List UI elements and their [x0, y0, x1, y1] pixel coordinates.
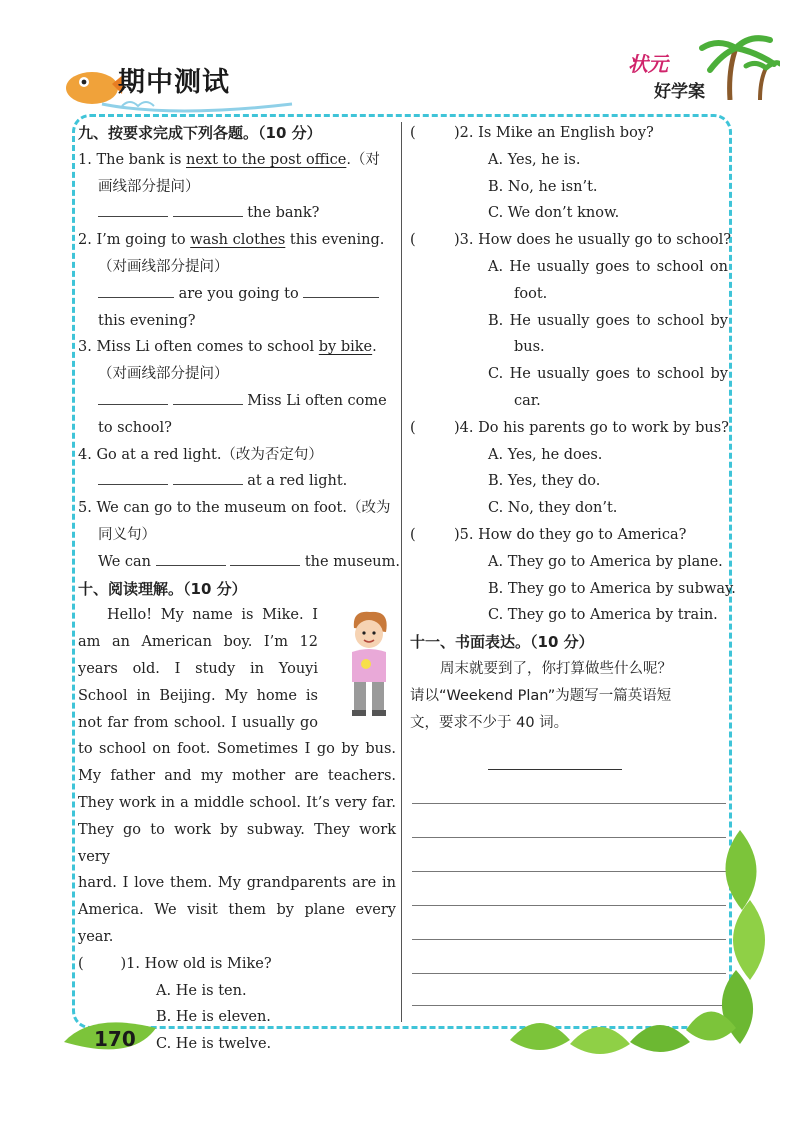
- question-1: 1. The bank is next to the post office.（对: [78, 151, 380, 168]
- option: A. They go to America by plane.: [488, 553, 723, 570]
- left-column: 九、按要求完成下列各题。（10 分） 1. The bank is next to the post office.（对 画线部分提问） the bank? 2. I’m going to wash clothes this evening. （对画线部分提问） are you going to this evening? 3. Miss Li often comes to school by bike. （对画线部分提问） Miss Li often come to school? 4. Go at a red light.（改为否定句） at a red light. 5. We can go to the museum on foot.（改为 同义句） We can the museum. 十、阅读理解。（10 分） Hello! My name is Mike. I am an American boy. I’m 12 years old. I study in Youyi School in Beijing. My home is not far from school. I usually go to school on foot. Sometimes I go by bus. My father and my mother are teachers. They work in a middle school. It’s very far. They go to work by subway. They work very hard. I love them. My grandparents are in America. We visit them by plane every year. ( )1. How old is Mike? A. He is ten. B. He is eleven. C. He is twelve.: [78, 120, 396, 1058]
- option: A. He is ten.: [156, 982, 247, 999]
- option: C. He usually goes to school by: [488, 366, 728, 383]
- option: B. No, he isn’t.: [488, 178, 598, 195]
- option: A. He usually goes to school on: [488, 258, 728, 275]
- option: C. He is twelve.: [156, 1036, 272, 1053]
- leaves-decoration-icon: [510, 830, 770, 1060]
- reading-question-5: ( )5. How do they go to America?: [410, 526, 687, 543]
- answer-blank[interactable]: [98, 471, 168, 485]
- answer-blank[interactable]: [173, 391, 243, 405]
- answer-blank[interactable]: [98, 203, 168, 217]
- answer-blank[interactable]: [156, 552, 226, 566]
- answer-blank[interactable]: [303, 284, 379, 298]
- writing-prompt: 周末就要到了，你打算做些什么呢？: [440, 660, 672, 677]
- option: B. He usually goes to school by: [488, 312, 728, 329]
- question-5: 5. We can go to the museum on foot.（改为: [78, 500, 391, 517]
- question-2: 2. I’m going to wash clothes this evening.: [78, 232, 385, 249]
- answer-blank[interactable]: [98, 391, 168, 405]
- option: C. They go to America by train.: [488, 607, 718, 624]
- reading-question-2: ( )2. Is Mike an English boy?: [410, 125, 654, 141]
- essay-title-line[interactable]: [488, 769, 622, 770]
- reading-question-3: ( )3. How does he usually go to school?: [410, 232, 732, 249]
- section-10-title: 十、阅读理解。（10 分）: [78, 579, 247, 598]
- brand-logo-top: 状元: [628, 52, 668, 76]
- option: B. He is eleven.: [156, 1009, 271, 1026]
- option: A. Yes, he does.: [488, 446, 603, 463]
- option: C. No, they don’t.: [488, 500, 618, 517]
- column-divider: [401, 122, 402, 1022]
- page-number: 170: [94, 1027, 136, 1051]
- brand-logo-bottom: 好学案: [654, 82, 705, 102]
- question-3: 3. Miss Li often comes to school by bike.: [78, 339, 377, 356]
- question-4: 4. Go at a red light.（改为否定句）: [78, 446, 323, 463]
- reading-question-1: ( )1. How old is Mike?: [78, 955, 272, 972]
- option: B. They go to America by subway.: [488, 580, 736, 597]
- option: B. Yes, they do.: [488, 473, 601, 490]
- boy-illustration-icon: [340, 608, 398, 718]
- option: C. We don’t know.: [488, 205, 620, 222]
- reading-passage: Hello! My name is Mike. I am an American boy. I’m 12 years old. I study in Youyi School in Beijing. My home is not far from school. I usually go to school on foot. Sometimes I go by bus. My father and my mother are teachers. They work in a middle school. It’s very far. They go to work by subway. They work very hard. I love them. My grandparents are in America. We visit them by plane every year.: [78, 607, 396, 945]
- right-column: ( )2. Is Mike an English boy? A. Yes, he is. B. No, he isn’t. C. We don’t know. ( )3. How does he usually go to school? A. He usually goes to school on foot. B. He usually goes to school by bus. C. He usually goes to school by car. ( )4. Do his parents go to work by bus? A. Yes, he does. B. Yes, they do. C. No, they don’t. ( )5. How do they go to America? A. They go to America by plane. B. They go to America by subway. C. They go to America by train. 十一、书面表达。（10 分） 周末就要到了，你打算做些什么呢？ 请以“Weekend Plan”为题写一篇英语短 文，要求不少于 40 词。: [410, 120, 728, 736]
- answer-blank[interactable]: [98, 284, 174, 298]
- section-9-title: 九、按要求完成下列各题。（10 分）: [78, 124, 322, 142]
- reading-question-4: ( )4. Do his parents go to work by bus?: [410, 419, 729, 436]
- writing-line[interactable]: [412, 803, 726, 804]
- answer-blank[interactable]: [230, 552, 300, 566]
- answer-blank[interactable]: [173, 203, 243, 217]
- section-11-title: 十一、书面表达。（10 分）: [410, 633, 594, 652]
- answer-blank[interactable]: [173, 471, 243, 485]
- option: A. Yes, he is.: [488, 151, 581, 168]
- page-header-title: 期中测试: [118, 67, 230, 98]
